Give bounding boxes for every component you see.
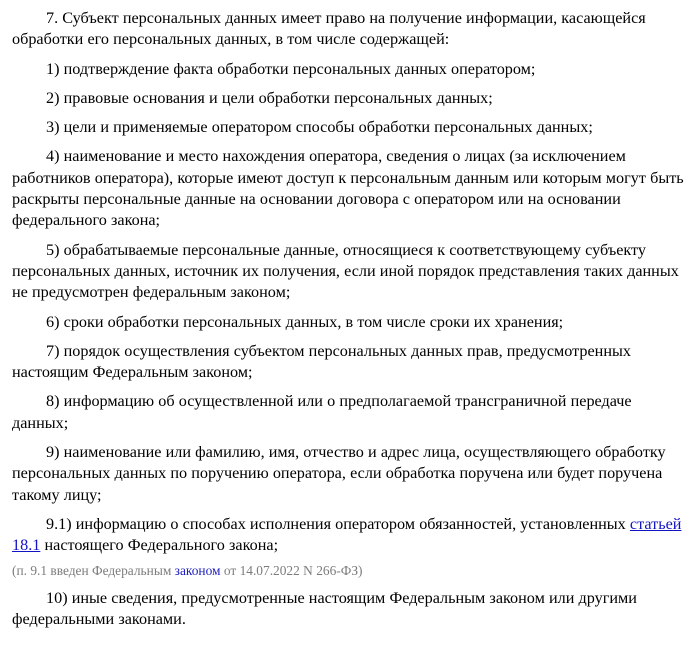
amendment-note-text-after: от 14.07.2022 N 266-ФЗ) [220, 562, 363, 578]
paragraph-item-9-1 [12, 514, 688, 557]
item-9-1-text-after: настоящего Федерального закона; [40, 536, 279, 555]
amendment-note-text-before: (п. 9.1 введен Федеральным [12, 562, 175, 578]
amendment-note [12, 561, 688, 580]
paragraph-item-2: 2) правовые основания и цели обработки персональных данных; [46, 88, 493, 107]
paragraph-item-8: 8) информацию об осуществленной или о предполагаемой трансграничной передаче данных; [12, 392, 632, 432]
paragraph-item-7: 7. Субъект персональных данных имеет право на получение информации, касающейся обработки его персональных данных, в том числе содержащей: [12, 9, 646, 49]
paragraph-item-6: 6) сроки обработки персональных данных, в том числе сроки их хранения; [46, 312, 564, 331]
paragraph-item-5: 5) обрабатываемые персональные данные, относящиеся к соответствующему субъекту персональных данных, источник их получения, если иной порядок представления таких данных не предусмотрен федеральным законом; [12, 240, 679, 302]
paragraph-item-1: 1) подтверждение факта обработки персональных данных оператором; [46, 59, 536, 78]
paragraph-item-4: 4) наименование и место нахождения оператора, сведения о лицах (за исключением работников оператора), которые имеют доступ к персональным данным или которым могут быть раскрыты персональные данные на основании договора с оператором или на основании федерального закона; [12, 147, 684, 230]
article-18-1-link[interactable]: статьей 18.1 [12, 514, 682, 555]
paragraph-item-10: 10) иные сведения, предусмотренные настоящим Федеральным законом или другими федеральными законами. [12, 588, 637, 628]
paragraph-item-7b: 7) порядок осуществления субъектом персональных данных прав, предусмотренных настоящим Федеральным законом; [12, 341, 631, 382]
amendment-law-link[interactable]: законом [174, 562, 221, 578]
item-9-1-text-before: 9.1) информацию о способах исполнения оператором обязанностей, установленных [46, 514, 630, 533]
paragraph-item-9: 9) наименование или фамилию, имя, отчество и адрес лица, осуществляющего обработку персональных данных по поручению оператора, если обработка поручена или будет поручена такому лицу; [12, 443, 666, 504]
paragraph-item-3: 3) цели и применяемые оператором способы обработки персональных данных; [46, 118, 593, 137]
